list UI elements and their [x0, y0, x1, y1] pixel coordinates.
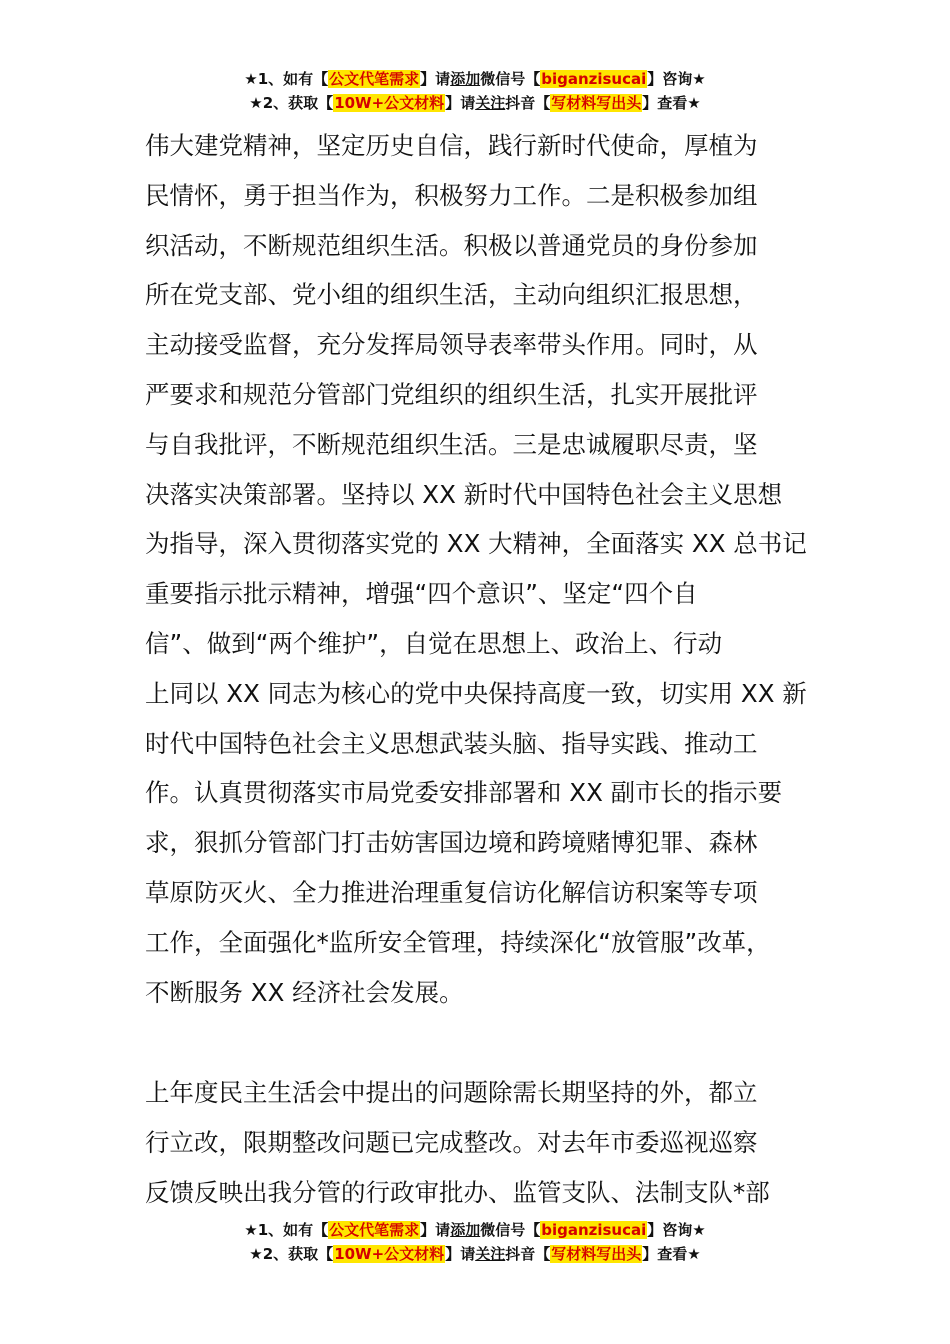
banner-underlined-text: 关注: [475, 1245, 506, 1263]
paragraph-line: 所在党支部、党小组的组织生活，主动向组织汇报思想，: [145, 280, 758, 310]
banner-text: 抖音【: [505, 94, 551, 112]
header-banner-line-2: [0, 92, 950, 116]
footer-banner: [0, 1219, 950, 1267]
paragraph-line: 为指导，深入贯彻落实党的 XX 大精神，全面落实 XX 总书记: [145, 529, 807, 559]
body-paragraph-1: [145, 121, 815, 1017]
banner-text: 微信号【: [480, 70, 541, 88]
footer-banner-line-1: [0, 1219, 950, 1243]
banner-underlined-text: 添加: [450, 1221, 481, 1239]
banner-text: 微信号【: [480, 1221, 541, 1239]
banner-underlined-text: 添加: [450, 70, 481, 88]
paragraph-line: 信”、做到“两个维护”，自觉在思想上、政治上、行动: [145, 628, 723, 658]
banner-suffix: 】查看★: [642, 1245, 701, 1263]
header-banner-line-1: [0, 68, 950, 92]
paragraph-line: 主动接受监督，充分发挥局领导表率带头作用。同时，从: [145, 330, 758, 360]
douyin-account-highlight: 写材料写出头: [551, 1245, 642, 1263]
paragraph-line: 工作，全面强化*监所安全管理，持续深化“放管服”改革，: [145, 927, 771, 957]
body-paragraph-2: [145, 1068, 815, 1217]
banner-prefix: ★1、如有【: [244, 70, 329, 88]
banner-suffix: 】咨询★: [647, 70, 706, 88]
paragraph-line: 伟大建党精神，坚定历史自信，践行新时代使命，厚植为: [145, 131, 758, 160]
banner-highlight: 公文代笔需求: [329, 1221, 420, 1239]
paragraph-line: 反馈反映出我分管的行政审批办、监管支队、法制支队*部: [145, 1177, 770, 1207]
banner-text: 】请: [445, 1245, 476, 1263]
banner-prefix: ★1、如有【: [244, 1221, 329, 1239]
banner-text: 】请: [420, 1221, 451, 1239]
banner-suffix: 】咨询★: [647, 1221, 706, 1239]
paragraph-line: 求，狠抓分管部门打击妨害国边境和跨境赌博犯罪、森林: [145, 828, 758, 858]
paragraph-line: 时代中国特色社会主义思想武装头脑、指导实践、推动工: [145, 728, 758, 758]
paragraph-line: 上同以 XX 同志为核心的党中央保持高度一致，切实用 XX 新: [145, 678, 807, 708]
footer-banner-line-2: [0, 1243, 950, 1267]
banner-highlight: 公文代笔需求: [329, 70, 420, 88]
banner-prefix: ★2、获取【: [249, 1245, 334, 1263]
paragraph-line: 织活动，不断规范组织生活。积极以普通党员的身份参加: [145, 230, 758, 260]
header-banner: [0, 68, 950, 116]
banner-highlight: 10W+公文材料: [334, 94, 445, 112]
douyin-account-highlight: 写材料写出头: [551, 94, 642, 112]
wechat-id-highlight: biganzisucai: [541, 70, 647, 88]
banner-suffix: 】查看★: [642, 94, 701, 112]
banner-text: 抖音【: [505, 1245, 551, 1263]
paragraph-line: 重要指示批示精神，增强“四个意识”、坚定“四个自: [145, 579, 698, 609]
wechat-id-highlight: biganzisucai: [541, 1221, 647, 1239]
banner-highlight: 10W+公文材料: [334, 1245, 445, 1263]
paragraph-line: 与自我批评，不断规范组织生活。三是忠诚履职尽责，坚: [145, 429, 758, 459]
paragraph-line: 上年度民主生活会中提出的问题除需长期坚持的外，都立: [145, 1078, 758, 1107]
paragraph-line: 作。认真贯彻落实市局党委安排部署和 XX 副市长的指示要: [145, 778, 783, 808]
paragraph-line: 民情怀，勇于担当作为，积极努力工作。二是积极参加组: [145, 180, 758, 210]
banner-underlined-text: 关注: [475, 94, 506, 112]
paragraph-line: 严要求和规范分管部门党组织的组织生活，扎实开展批评: [145, 379, 758, 409]
paragraph-line: 不断服务 XX 经济社会发展。: [145, 977, 464, 1007]
paragraph-line: 决落实决策部署。坚持以 XX 新时代中国特色社会主义思想: [145, 479, 783, 509]
banner-text: 】请: [420, 70, 451, 88]
paragraph-line: 行立改，限期整改问题已完成整改。对去年市委巡视巡察: [145, 1127, 758, 1157]
banner-prefix: ★2、获取【: [249, 94, 334, 112]
paragraph-line: 草原防灭火、全力推进治理重复信访化解信访积案等专项: [145, 877, 758, 907]
banner-text: 】请: [445, 94, 476, 112]
